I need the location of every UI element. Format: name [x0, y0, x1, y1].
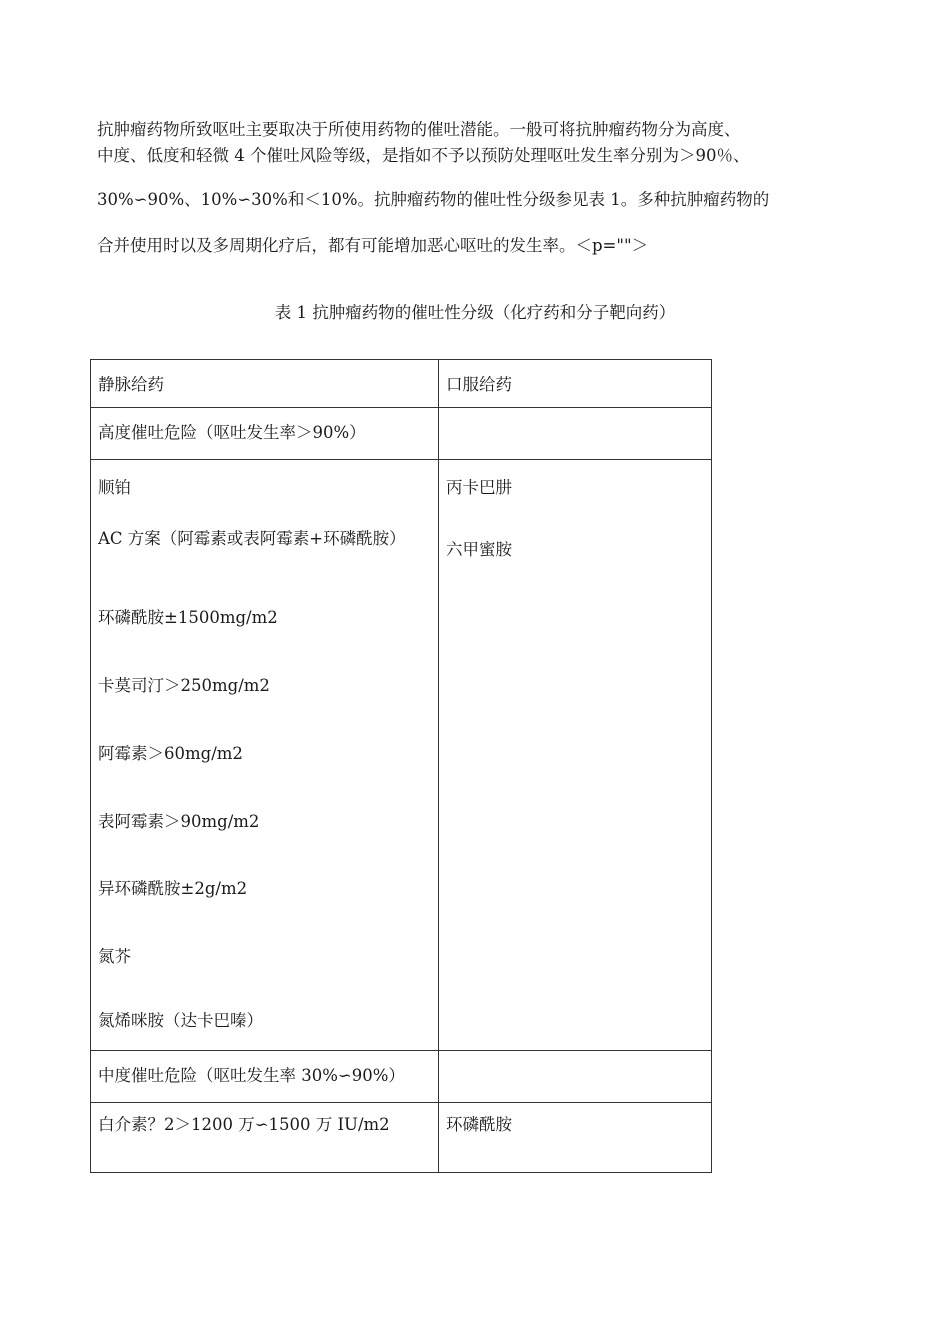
list-item: 表阿霉素＞90mg/m2	[98, 812, 260, 831]
list-item: 环磷酰胺±1500mg/m2	[98, 608, 278, 627]
header-cell-oral	[439, 360, 712, 408]
empty-cell	[439, 1051, 712, 1103]
table-row-high-risk-label	[91, 408, 712, 460]
list-item: AC 方案（阿霉素或表阿霉素+环磷酰胺）	[98, 529, 406, 548]
table-row-moderate-risk-label	[91, 1051, 712, 1103]
list-item: 卡莫司汀＞250mg/m2	[98, 676, 270, 695]
moderate-risk-label: 中度催吐危险（呕吐发生率 30%∽90%）	[98, 1066, 405, 1085]
list-item: 氮烯咪胺（达卡巴嗪）	[98, 1011, 263, 1030]
table-row-high-risk-drugs	[91, 460, 712, 1051]
paragraph-line: 合并使用时以及多周期化疗后，都有可能增加恶心呕吐的发生率。＜p=""＞	[97, 236, 649, 255]
list-item: 顺铂	[98, 478, 131, 497]
moderate-risk-iv-cell	[91, 1103, 439, 1173]
list-item: 六甲蜜胺	[446, 540, 512, 559]
table-caption: 表 1 抗肿瘤药物的催吐性分级（化疗药和分子靶向药）	[274, 303, 676, 322]
list-item: 异环磷酰胺±2g/m2	[98, 879, 248, 898]
header-cell-iv	[91, 360, 439, 408]
list-item: 氮芥	[98, 947, 131, 966]
list-item: 丙卡巴肼	[446, 478, 512, 497]
paragraph-line: 中度、低度和轻微 4 个催吐风险等级，是指如不予以预防处理呕吐发生率分别为＞90％、	[97, 146, 750, 165]
high-risk-oral-cell	[439, 460, 712, 1051]
high-risk-iv-cell	[91, 460, 439, 1051]
list-item: 阿霉素＞60mg/m2	[98, 744, 243, 763]
table-row-moderate-risk-drugs	[91, 1103, 712, 1173]
paragraph-line: 30%∽90%、10%∽30%和＜10%。抗肿瘤药物的催吐性分级参见表 1。多种抗肿瘤药物的	[97, 190, 770, 209]
category-cell	[91, 1051, 439, 1103]
header-oral-label: 口服给药	[446, 375, 512, 394]
list-item: 环磷酰胺	[446, 1115, 512, 1134]
emetogenic-risk-table	[90, 359, 712, 1173]
high-risk-label: 高度催吐危险（呕吐发生率＞90%）	[98, 423, 366, 442]
category-cell	[91, 408, 439, 460]
paragraph-line: 抗肿瘤药物所致呕吐主要取决于所使用药物的催吐潜能。一般可将抗肿瘤药物分为高度、	[97, 120, 741, 139]
moderate-risk-oral-cell	[439, 1103, 712, 1173]
empty-cell	[439, 408, 712, 460]
header-iv-label: 静脉给药	[98, 375, 164, 394]
list-item: 白介素？2＞1200 万∽1500 万 IU/m2	[98, 1115, 390, 1134]
table-header-row	[91, 360, 712, 408]
